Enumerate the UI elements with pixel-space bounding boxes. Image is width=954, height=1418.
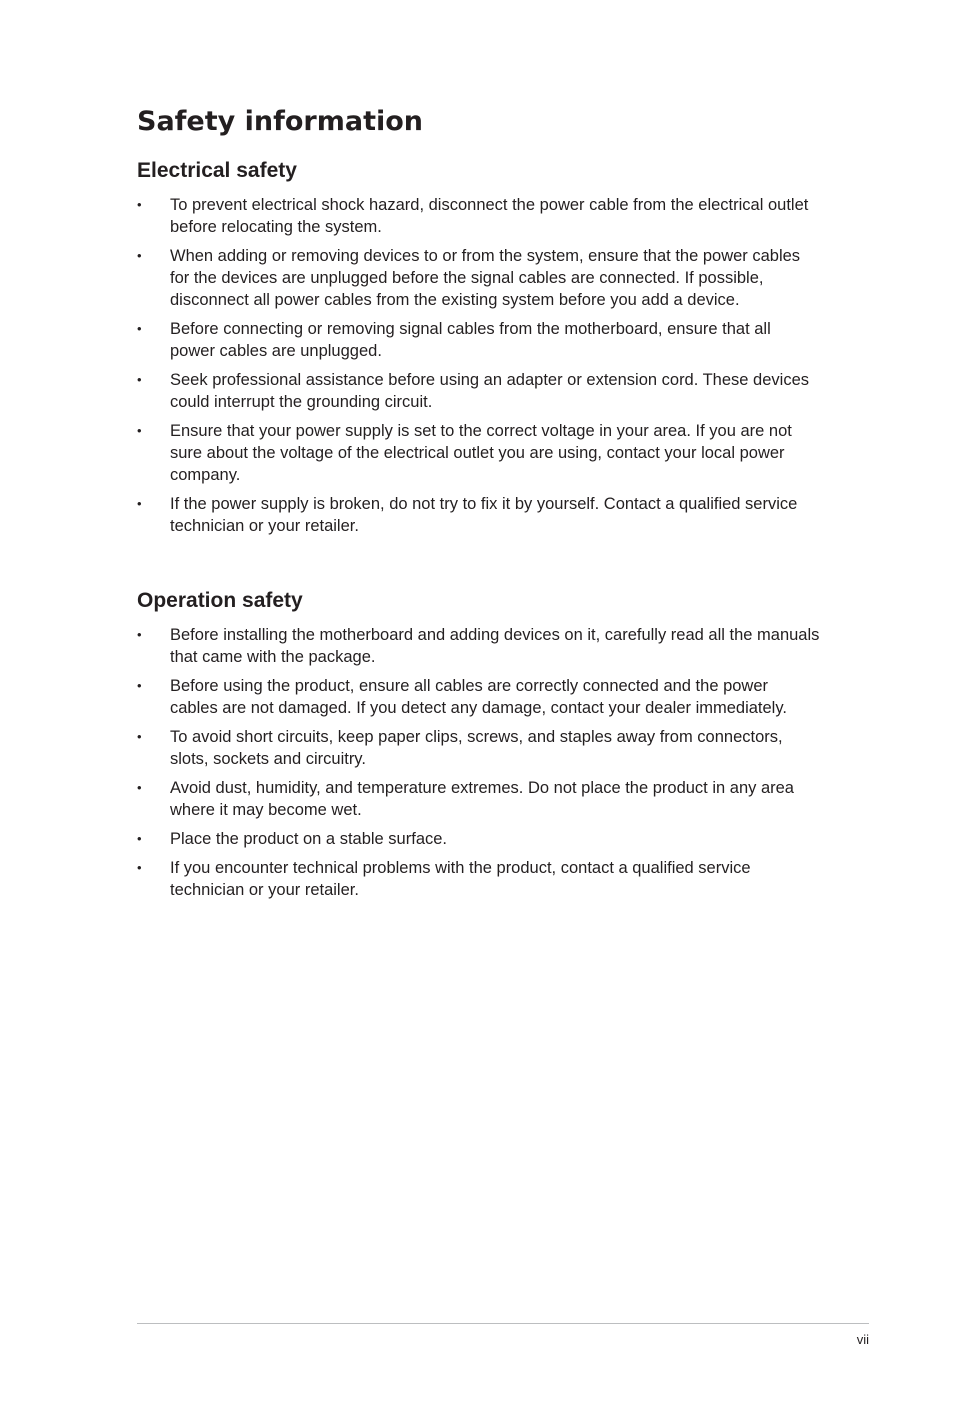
list-item <box>137 624 840 668</box>
list-item-text: Before installing the motherboard and adding devices on it, carefully read all the manuals that came with the package. <box>170 626 820 666</box>
page-title: Safety information <box>137 106 424 137</box>
electrical-safety-heading: Electrical safety <box>137 159 297 182</box>
bullet-icon: • <box>137 321 142 336</box>
list-item <box>137 675 810 719</box>
list-item <box>137 777 830 821</box>
bullet-icon: • <box>137 372 142 387</box>
list-item-text: Ensure that your power supply is set to the correct voltage in your area. If you are not sure about the voltage of the electrical outlet you are using, contact your local power company. <box>170 422 792 484</box>
bullet-icon: • <box>137 729 142 744</box>
operation-safety-section <box>137 588 837 908</box>
bullet-icon: • <box>137 496 142 511</box>
list-item <box>137 194 830 238</box>
list-item-text: To prevent electrical shock hazard, disconnect the power cable from the electrical outlet before relocating the system. <box>170 196 809 236</box>
list-item <box>137 726 810 770</box>
list-item <box>137 245 810 311</box>
list-item <box>137 493 830 537</box>
list-item-text: When adding or removing devices to or from the system, ensure that the power cables for the devices are unplugged before the signal cables are connected. If possible, disconnect all power cables from the existing system before you add a device. <box>170 247 801 309</box>
list-item <box>137 369 830 413</box>
list-item-text: If the power supply is broken, do not try to fix it by yourself. Contact a qualified service technician or your retailer. <box>170 495 798 535</box>
bullet-icon: • <box>137 860 142 875</box>
list-item <box>137 420 810 486</box>
list-item-text: Avoid dust, humidity, and temperature extremes. Do not place the product in any area where it may become wet. <box>170 779 794 819</box>
bullet-icon: • <box>137 780 142 795</box>
list-item <box>137 828 830 850</box>
electrical-safety-list <box>137 194 837 537</box>
page-number: vii <box>856 1332 869 1347</box>
bullet-icon: • <box>137 627 142 642</box>
bullet-icon: • <box>137 248 142 263</box>
footer-divider <box>137 1323 869 1324</box>
bullet-icon: • <box>137 197 142 212</box>
list-item <box>137 318 810 362</box>
list-item-text: Seek professional assistance before using an adapter or extension cord. These devices could interrupt the grounding circuit. <box>170 371 809 411</box>
operation-safety-heading: Operation safety <box>137 589 303 612</box>
operation-safety-list <box>137 624 837 901</box>
list-item-text: To avoid short circuits, keep paper clips, screws, and staples away from connectors, slots, sockets and circuitry. <box>170 728 783 768</box>
list-item <box>137 857 810 901</box>
bullet-icon: • <box>137 423 142 438</box>
list-item-text: Before using the product, ensure all cables are correctly connected and the power cables are not damaged. If you detect any damage, contact your dealer immediately. <box>170 677 787 717</box>
list-item-text: If you encounter technical problems with the product, contact a qualified service technician or your retailer. <box>170 859 751 899</box>
electrical-safety-section <box>137 158 837 544</box>
list-item-text: Before connecting or removing signal cables from the motherboard, ensure that all power cables are unplugged. <box>170 320 771 360</box>
list-item-text: Place the product on a stable surface. <box>170 830 448 848</box>
bullet-icon: • <box>137 831 142 846</box>
bullet-icon: • <box>137 678 142 693</box>
